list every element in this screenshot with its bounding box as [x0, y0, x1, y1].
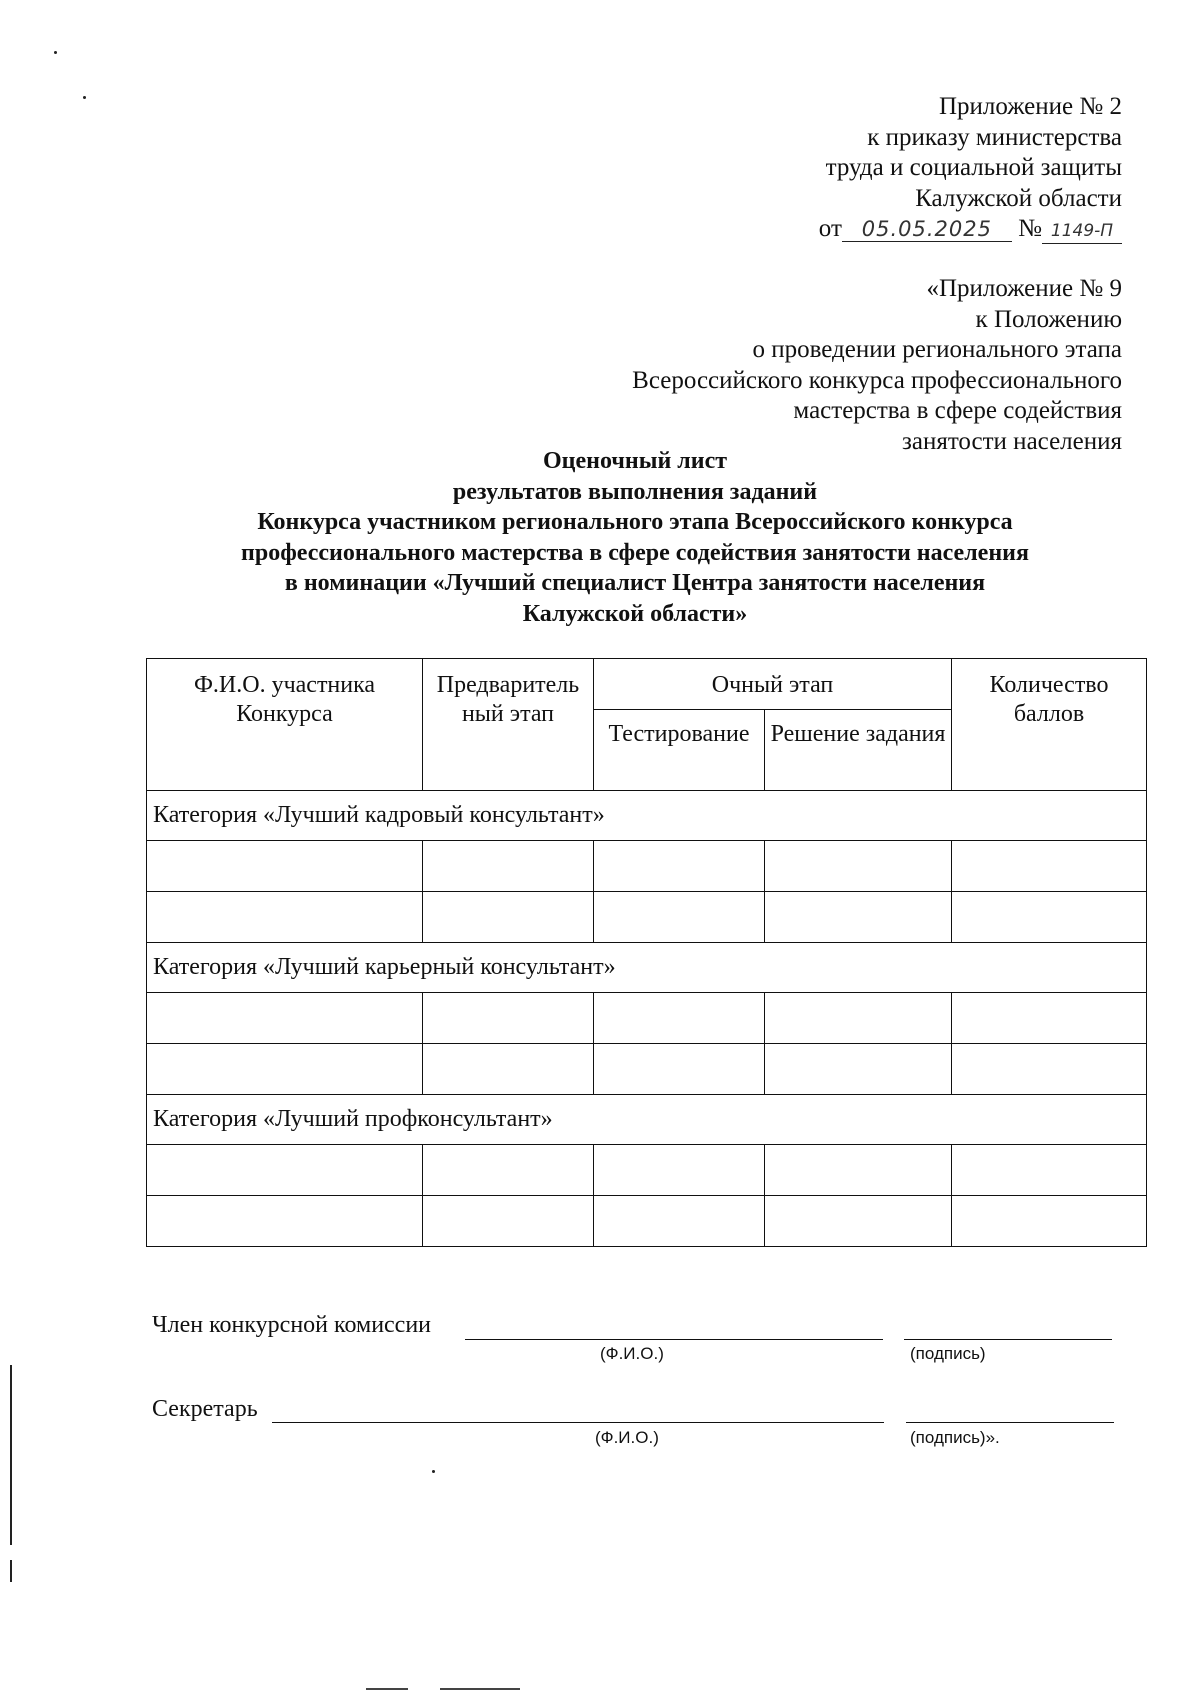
table-cell[interactable]	[423, 841, 594, 892]
table-cell[interactable]	[423, 1145, 594, 1196]
table-cell[interactable]	[765, 841, 952, 892]
title-line: Калужской области»	[522, 600, 748, 627]
number-prefix: №	[1018, 215, 1042, 242]
category-label: Категория «Лучший профконсультант»	[147, 1095, 1147, 1145]
date-prefix: от	[818, 215, 842, 242]
member-signature-line[interactable]	[904, 1339, 1112, 1340]
scan-speck	[54, 51, 57, 54]
table-cell[interactable]	[147, 1044, 423, 1095]
table-cell[interactable]	[952, 841, 1147, 892]
table-row	[147, 1145, 1147, 1196]
table-row	[147, 841, 1147, 892]
table-row	[147, 993, 1147, 1044]
table-cell[interactable]	[594, 1044, 765, 1095]
header-line: Приложение № 2	[938, 93, 1122, 120]
category-row	[147, 943, 1147, 993]
title-line: в номинации «Лучший специалист Центра занятости населения	[284, 570, 986, 596]
scan-speck	[432, 1470, 435, 1473]
table-cell[interactable]	[765, 892, 952, 943]
table-cell[interactable]	[147, 993, 423, 1044]
table-cell[interactable]	[765, 1044, 952, 1095]
order-date-line	[819, 214, 1122, 245]
table-cell[interactable]	[594, 892, 765, 943]
secretary-signature-line[interactable]	[906, 1422, 1114, 1423]
fio-caption: (Ф.И.О.)	[595, 1428, 659, 1447]
header-participant: Ф.И.О. участника Конкурса	[147, 659, 423, 791]
appendix-9-header	[632, 274, 1122, 457]
category-row	[147, 1095, 1147, 1145]
member-fio-line[interactable]	[465, 1339, 883, 1340]
table-cell[interactable]	[952, 1196, 1147, 1247]
title-line: результатов выполнения заданий	[452, 478, 818, 505]
table-cell[interactable]	[423, 1044, 594, 1095]
header-score: Количество баллов	[952, 659, 1147, 791]
signature-caption: (подпись)».	[910, 1428, 1000, 1447]
table-header-row	[147, 659, 1147, 710]
table-row	[147, 1196, 1147, 1247]
order-number-handwritten: 1149-П	[1042, 219, 1122, 244]
table-cell[interactable]	[423, 993, 594, 1044]
scan-speck	[83, 96, 86, 99]
header-line: мастерства в сфере содействия	[793, 397, 1122, 424]
header-testing: Тестирование	[594, 710, 765, 791]
order-date-handwritten: 05.05.2025	[842, 217, 1012, 242]
evaluation-table	[146, 658, 1147, 1247]
table-cell[interactable]	[594, 1196, 765, 1247]
title-line: Конкурса участником регионального этапа Всероссийского конкурса	[257, 509, 1013, 535]
header-fulltime: Очный этап	[594, 659, 952, 710]
table-cell[interactable]	[765, 1196, 952, 1247]
header-task: Решение задания	[765, 710, 952, 791]
category-label: Категория «Лучший кадровый консультант»	[147, 791, 1147, 841]
table-cell[interactable]	[952, 1145, 1147, 1196]
table-cell[interactable]	[594, 1145, 765, 1196]
fio-caption: (Ф.И.О.)	[600, 1344, 664, 1363]
table-cell[interactable]	[952, 1044, 1147, 1095]
table-cell[interactable]	[423, 892, 594, 943]
scan-edge-mark	[10, 1560, 12, 1582]
category-row	[147, 791, 1147, 841]
table-cell[interactable]	[423, 1196, 594, 1247]
header-line: Всероссийского конкурса профессионального	[632, 366, 1122, 394]
table-cell[interactable]	[765, 993, 952, 1044]
header-preliminary: Предваритель ный этап	[423, 659, 594, 791]
table-cell[interactable]	[147, 841, 423, 892]
title-line: Оценочный лист	[542, 448, 728, 474]
table-cell[interactable]	[594, 841, 765, 892]
header-line: к приказу министерства	[867, 123, 1122, 151]
table-row	[147, 1044, 1147, 1095]
table-cell[interactable]	[147, 1145, 423, 1196]
table-cell[interactable]	[147, 892, 423, 943]
header-line: о проведении регионального этапа	[752, 336, 1122, 363]
table-cell[interactable]	[765, 1145, 952, 1196]
table-cell[interactable]	[952, 993, 1147, 1044]
member-label: Член конкурсной комиссии	[152, 1312, 432, 1338]
table-cell[interactable]	[147, 1196, 423, 1247]
header-line: к Положению	[975, 305, 1122, 333]
header-line: труда и социальной защиты	[825, 154, 1122, 181]
appendix-2-header	[819, 92, 1122, 245]
title-line: профессионального мастерства в сфере содействия занятости населения	[241, 539, 1029, 566]
scan-edge-mark	[10, 1365, 12, 1545]
scan-edge-mark	[366, 1688, 408, 1690]
category-label: Категория «Лучший карьерный консультант»	[147, 943, 1147, 993]
header-line: занятости населения	[901, 427, 1122, 455]
signature-caption: (подпись)	[910, 1344, 986, 1363]
document-title	[130, 446, 1140, 629]
table-cell[interactable]	[594, 993, 765, 1044]
table-cell[interactable]	[952, 892, 1147, 943]
header-line: Калужской области	[915, 184, 1122, 212]
header-line: «Приложение № 9	[926, 275, 1122, 302]
scan-edge-mark	[440, 1688, 520, 1690]
secretary-label: Секретарь	[152, 1396, 258, 1422]
table-row	[147, 892, 1147, 943]
secretary-fio-line[interactable]	[272, 1422, 884, 1423]
